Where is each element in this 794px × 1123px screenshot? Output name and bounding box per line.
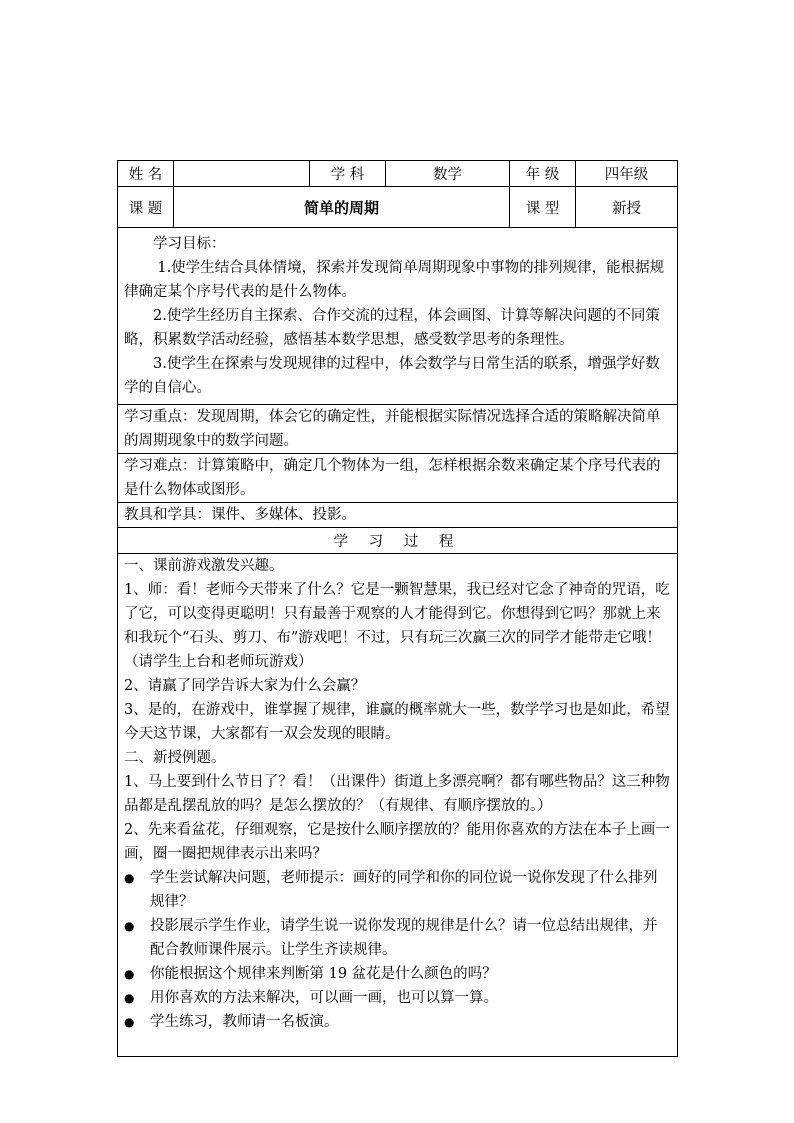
bullet-text: 学生尝试解决问题，老师提示：画好的同学和你的同位说一说你发现了什么排列规律？ bbox=[150, 870, 658, 910]
difficulty-row bbox=[118, 454, 678, 503]
goals-row bbox=[118, 228, 678, 405]
bullet-icon: ● bbox=[124, 871, 135, 885]
process-title: 学 习 过 程 bbox=[118, 528, 678, 554]
bullet-text: 投影展示学生作业，请学生说一说你发现的规律是什么？请一位总结出规律，并配合教师课件展示。让学生齐读规律。 bbox=[150, 918, 658, 958]
bullet-text: 学生练习，教师请一名板演。 bbox=[150, 1014, 339, 1030]
bullet-item bbox=[124, 866, 671, 914]
tools-row bbox=[118, 503, 678, 528]
bullet-text: 用你喜欢的方法来解决，可以画一画，也可以算一算。 bbox=[150, 990, 498, 1006]
tools: 教具和学具：课件、多媒体、投影。 bbox=[118, 503, 678, 528]
bullet-icon: ● bbox=[124, 967, 135, 981]
name-label: 姓 名 bbox=[118, 161, 174, 187]
bullet-item bbox=[124, 962, 671, 986]
section-2-title: 二、新授例题。 bbox=[124, 750, 226, 766]
goals-heading: 学习目标： bbox=[153, 236, 226, 252]
topic-label: 课 题 bbox=[118, 187, 174, 228]
learning-goals bbox=[118, 228, 678, 405]
key-point-row bbox=[118, 405, 678, 454]
process-item: 1、马上要到什么节日了？看！（出课件）街道上多漂亮啊？都有哪些物品？这三种物品都是乱摆乱放的吗？是怎么摆放的？（有规律、有顺序摆放的。） bbox=[124, 774, 670, 814]
grade-value: 四年级 bbox=[576, 161, 678, 187]
bullet-icon: ● bbox=[124, 991, 135, 1005]
type-value: 新授 bbox=[576, 187, 678, 228]
grade-label: 年 级 bbox=[510, 161, 576, 187]
bullet-icon: ● bbox=[124, 1015, 135, 1029]
lesson-plan-table bbox=[117, 160, 678, 1057]
goal-item: 3.使学生在探索与发现规律的过程中，体会数学与日常生活的联系，增强学好数学的自信心。 bbox=[124, 356, 660, 396]
type-label: 课 型 bbox=[510, 187, 576, 228]
difficulty: 学习难点：计算策略中，确定几个物体为一组，怎样根据余数来确定某个序号代表的是什么物体或图形。 bbox=[118, 454, 678, 503]
key-point: 学习重点：发现周期，体会它的确定性，并能根据实际情况选择合适的策略解决简单的周期现象中的数学问题。 bbox=[118, 405, 678, 454]
subject-value: 数学 bbox=[386, 161, 510, 187]
process-item: 1、师：看！老师今天带来了什么？它是一颗智慧果，我已经对它念了神奇的咒语，吃了它，可以变得更聪明！只有最善于观察的人才能得到它。你想得到它吗？那就上来和我玩个“石头、剪刀、布”游戏吧！不过，只有玩三次赢三次的同学才能带走它哦！（请学生上台和老师玩游戏） bbox=[124, 582, 670, 670]
bullet-item bbox=[124, 1010, 671, 1034]
name-value bbox=[174, 161, 310, 187]
subject-label: 学 科 bbox=[310, 161, 386, 187]
header-row-1 bbox=[118, 161, 678, 187]
process-title-row bbox=[118, 528, 678, 554]
process-item: 2、请赢了同学告诉大家为什么会赢？ bbox=[124, 678, 366, 694]
bullet-icon: ● bbox=[124, 919, 135, 933]
bullet-item bbox=[124, 914, 671, 962]
bullet-text: 你能根据这个规律来判断第 19 盆花是什么颜色的吗？ bbox=[150, 966, 497, 982]
bullet-item bbox=[124, 986, 671, 1010]
goal-item: 2.使学生经历自主探索、合作交流的过程，体会画图、计算等解决问题的不同策略，积累数学活动经验，感悟基本数学思想，感受数学思考的条理性。 bbox=[124, 308, 660, 348]
process-row bbox=[118, 554, 678, 1057]
section-1-title: 一、课前游戏激发兴趣。 bbox=[124, 558, 284, 574]
process-item: 3、是的，在游戏中，谁掌握了规律，谁赢的概率就大一些，数学学习也是如此，希望今天这节课，大家都有一双会发现的眼睛。 bbox=[124, 702, 670, 742]
process-item: 2、先来看盆花，仔细观察，它是按什么顺序摆放的？能用你喜欢的方法在本子上画一画，圈一圈把规律表示出来吗？ bbox=[124, 822, 670, 862]
goal-item: 1.使学生结合具体情境，探索并发现简单周期现象中事物的排列规律，能根据规律确定某个序号代表的是什么物体。 bbox=[124, 260, 665, 300]
topic-value: 简单的周期 bbox=[174, 187, 510, 228]
header-row-2 bbox=[118, 187, 678, 228]
learning-process bbox=[118, 554, 678, 1057]
